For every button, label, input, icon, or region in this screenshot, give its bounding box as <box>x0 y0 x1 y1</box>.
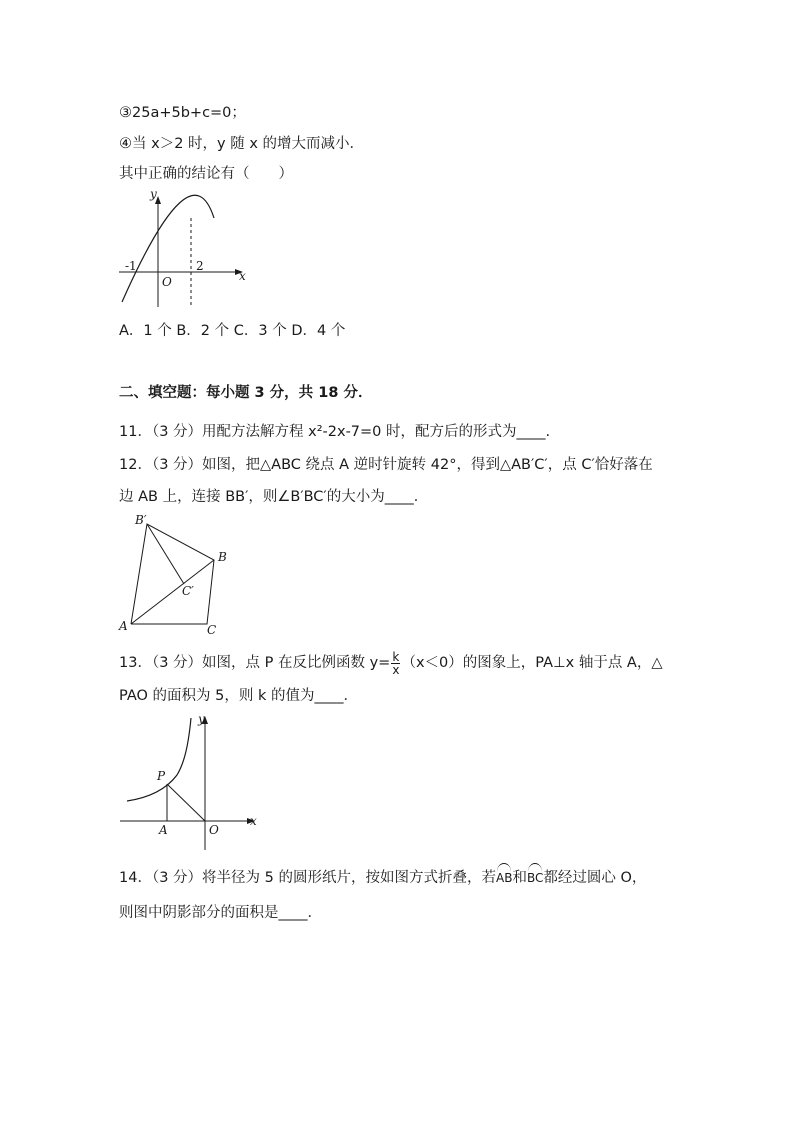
label-A: A <box>159 823 168 837</box>
q12-line-2: 边 AB 上，连接 BB′，则∠B′BC′的大小为____． <box>119 489 429 505</box>
label-B: B <box>218 550 227 564</box>
arc-BC: BC <box>527 868 543 888</box>
segment-PO <box>167 784 205 821</box>
q13-line-1-suffix: （x＜0）的图象上，PA⊥x 轴于点 A，△ <box>401 655 663 671</box>
label-C: C <box>207 623 217 637</box>
origin-label: O <box>162 275 172 289</box>
label-O: O <box>209 823 219 837</box>
hyperbola-figure <box>117 710 262 852</box>
q10-statement-4: ④当 x＞2 时，y 随 x 的增大而减小． <box>119 136 365 152</box>
arc-AB: AB <box>496 868 512 888</box>
q14-line-1-prefix: 14．（3 分）将半径为 5 的圆形纸片，按如图方式折叠，若 <box>119 870 496 886</box>
label-P: P <box>157 769 166 783</box>
x-axis-label: x <box>239 269 246 283</box>
q12-line-1: 12．（3 分）如图，把△ABC 绕点 A 逆时针旋转 42°，得到△AB′C′，点 C′恰好落在 <box>119 457 653 473</box>
hyperbola-curve <box>127 718 191 801</box>
label-B-prime: B′ <box>135 513 147 527</box>
section-heading: 二、填空题：每小题 3 分，共 18 分． <box>119 385 373 401</box>
q13-line-1 <box>119 646 663 680</box>
q10-statement-3: ③25a+5b+c=0； <box>119 105 246 121</box>
label-C-prime: C′ <box>182 584 194 598</box>
q11-text: 11．（3 分）用配方法解方程 x²-2x-7=0 时，配方后的形式为____. <box>119 424 551 440</box>
segment-AB <box>131 560 214 624</box>
tick-label-2: 2 <box>196 259 204 273</box>
q14-line-2: 则图中阴影部分的面积是____． <box>119 905 322 921</box>
q14-line-1 <box>119 868 646 888</box>
segment-B-prime-C-prime <box>147 524 184 584</box>
x-axis-label: x <box>250 814 257 828</box>
parabola-figure <box>117 190 252 310</box>
q10-options: A．1 个 B．2 个 C．3 个 D．4 个 <box>119 323 346 339</box>
q14-conjunction: 和 <box>512 870 527 886</box>
y-axis-label: y <box>198 712 205 726</box>
fraction-numerator: k <box>392 649 400 664</box>
y-axis-label: y <box>150 190 157 201</box>
label-A: A <box>119 619 128 633</box>
q14-line-1-suffix: 都经过圆心 O， <box>543 870 647 886</box>
fraction-denominator: x <box>392 662 400 677</box>
q13-line-2: PAO 的面积为 5，则 k 的值为____． <box>119 688 358 704</box>
rotation-figure <box>117 510 237 638</box>
q10-question: 其中正确的结论有（ ） <box>119 166 293 182</box>
q13-line-1-prefix: 13．（3 分）如图，点 P 在反比例函数 y= <box>119 655 391 671</box>
tick-label-neg1: -1 <box>125 259 137 273</box>
quadrilateral-outline <box>131 524 214 624</box>
q13-fraction <box>391 651 400 676</box>
